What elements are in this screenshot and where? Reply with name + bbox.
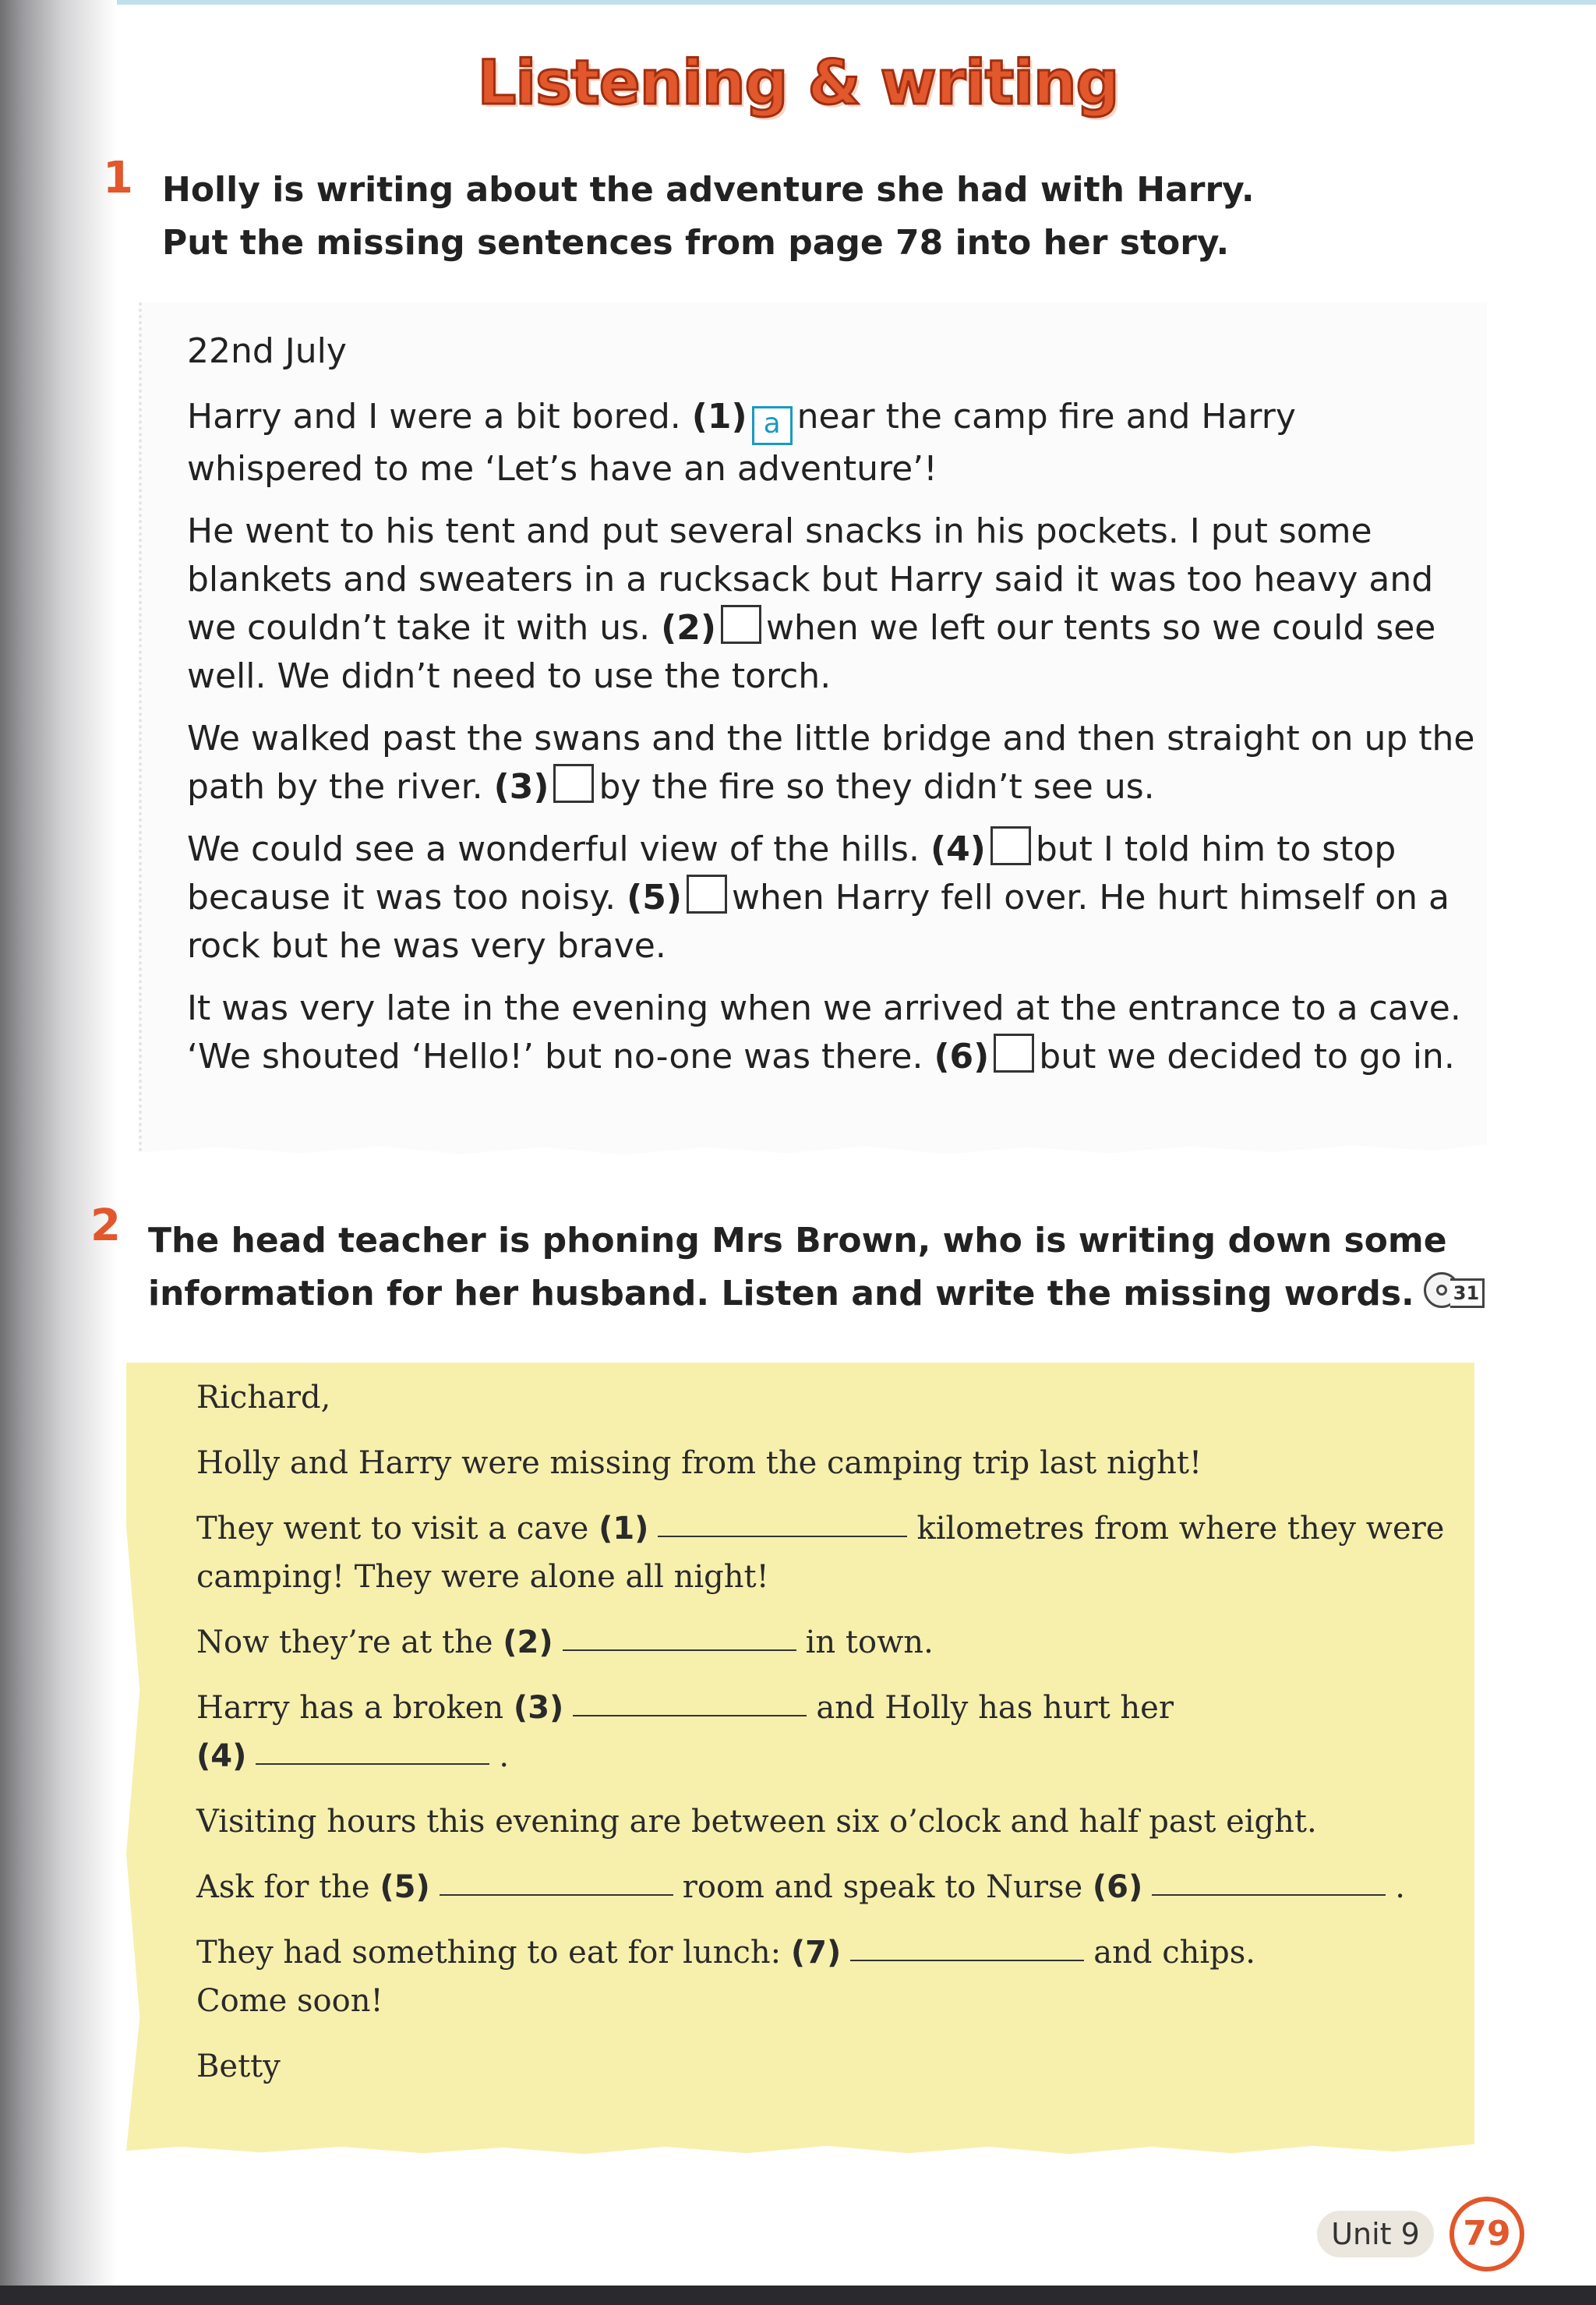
- gap-number-6: (6): [934, 1037, 990, 1076]
- blank-2[interactable]: [563, 1649, 796, 1651]
- top-rule: [117, 0, 1596, 5]
- answer-box-6[interactable]: [994, 1034, 1034, 1073]
- answer-box-1[interactable]: a: [752, 406, 793, 445]
- bottom-edge: [0, 2286, 1596, 2305]
- note-signature: Betty: [196, 2049, 281, 2084]
- note-greeting: Richard,: [196, 1380, 331, 1416]
- page-title: Listening & writing: [477, 48, 1119, 118]
- note-closing: Come soon!: [196, 1983, 383, 2019]
- gap-number-3: (3): [493, 767, 549, 807]
- page-number: 79: [1449, 2197, 1524, 2271]
- book-binding-shadow: [0, 0, 117, 2305]
- note-line-2: They went to visit a cave (1) kilometres from where they were camping! They were alone all night!: [196, 1511, 1445, 1595]
- note-line-5: Visiting hours this evening are between six o’clock and half past eight.: [196, 1804, 1317, 1840]
- story-text: [187, 327, 1481, 1095]
- unit-label: Unit 9: [1317, 2211, 1434, 2257]
- answer-box-3[interactable]: [553, 764, 594, 803]
- answer-box-5[interactable]: [687, 875, 727, 914]
- note-line-4: Harry has a broken (3) and Holly has hurt her (4) .: [196, 1690, 1174, 1774]
- note-line-7: They had something to eat for lunch: (7) and chips.: [196, 1935, 1255, 1971]
- story-paragraph-3: We walked past the swans and the little bridge and then straight on up the path by the river. (3) by the fire so they didn’t see us.: [187, 719, 1475, 807]
- blank-4[interactable]: [256, 1763, 489, 1765]
- gap-number-4: (4): [930, 829, 986, 869]
- note-line-6: Ask for the (5) room and speak to Nurse (6) .: [196, 1869, 1405, 1905]
- message-note: [196, 1373, 1459, 2108]
- gap-number-5: (5): [627, 878, 682, 917]
- story-paragraph-2: He went to his tent and put several snacks in his pockets. I put some blankets and sweaters in a rucksack but Harry said it was too heavy and we couldn’t take it with us. (2) when we left our tents so we could see well. We didn’t need to use the torch.: [187, 511, 1436, 696]
- instruction-line: The head teacher is phoning Mrs Brown, who is writing down some: [148, 1221, 1447, 1260]
- gap-number-2: (2): [661, 608, 716, 648]
- gap-number-1: (1): [691, 397, 747, 437]
- story-paragraph-5: It was very late in the evening when we arrived at the entrance to a cave. ‘We shouted ‘Hello!’ but no-one was there. (6) but we decided to go in.: [187, 988, 1461, 1076]
- story-paragraph-4: We could see a wonderful view of the hills. (4) but I told him to stop because it was too noisy. (5) when Harry fell over. He hurt himself on a rock but he was very brave.: [187, 825, 1481, 970]
- exercise-1-instruction: [162, 164, 1255, 270]
- story-paragraph-1: Harry and I were a bit bored. (1) a near the camp fire and Harry whispered to me ‘Let’s have an adventure’!: [187, 397, 1296, 489]
- exercise-2-instruction: [148, 1214, 1480, 1320]
- answer-box-2[interactable]: [721, 605, 761, 644]
- instruction-line: Holly is writing about the adventure she had with Harry.: [162, 170, 1255, 210]
- exercise-2-number: 2: [90, 1200, 121, 1251]
- answer-box-4[interactable]: [990, 826, 1031, 865]
- blank-6[interactable]: [1152, 1894, 1386, 1896]
- blank-7[interactable]: [850, 1960, 1084, 1961]
- cd-icon[interactable]: [1424, 1272, 1480, 1311]
- blank-5[interactable]: [440, 1894, 673, 1896]
- blank-1[interactable]: [658, 1536, 907, 1537]
- track-number: 31: [1450, 1278, 1485, 1308]
- story-date: 22nd July: [187, 331, 347, 371]
- note-line-3: Now they’re at the (2) in town.: [196, 1624, 934, 1660]
- note-line-1: Holly and Harry were missing from the camping trip last night!: [196, 1445, 1202, 1481]
- instruction-line: Put the missing sentences from page 78 into her story.: [162, 223, 1230, 263]
- blank-3[interactable]: [573, 1715, 807, 1716]
- exercise-1-number: 1: [103, 153, 133, 203]
- instruction-line: information for her husband. Listen and write the missing words. 31: [148, 1267, 1471, 1320]
